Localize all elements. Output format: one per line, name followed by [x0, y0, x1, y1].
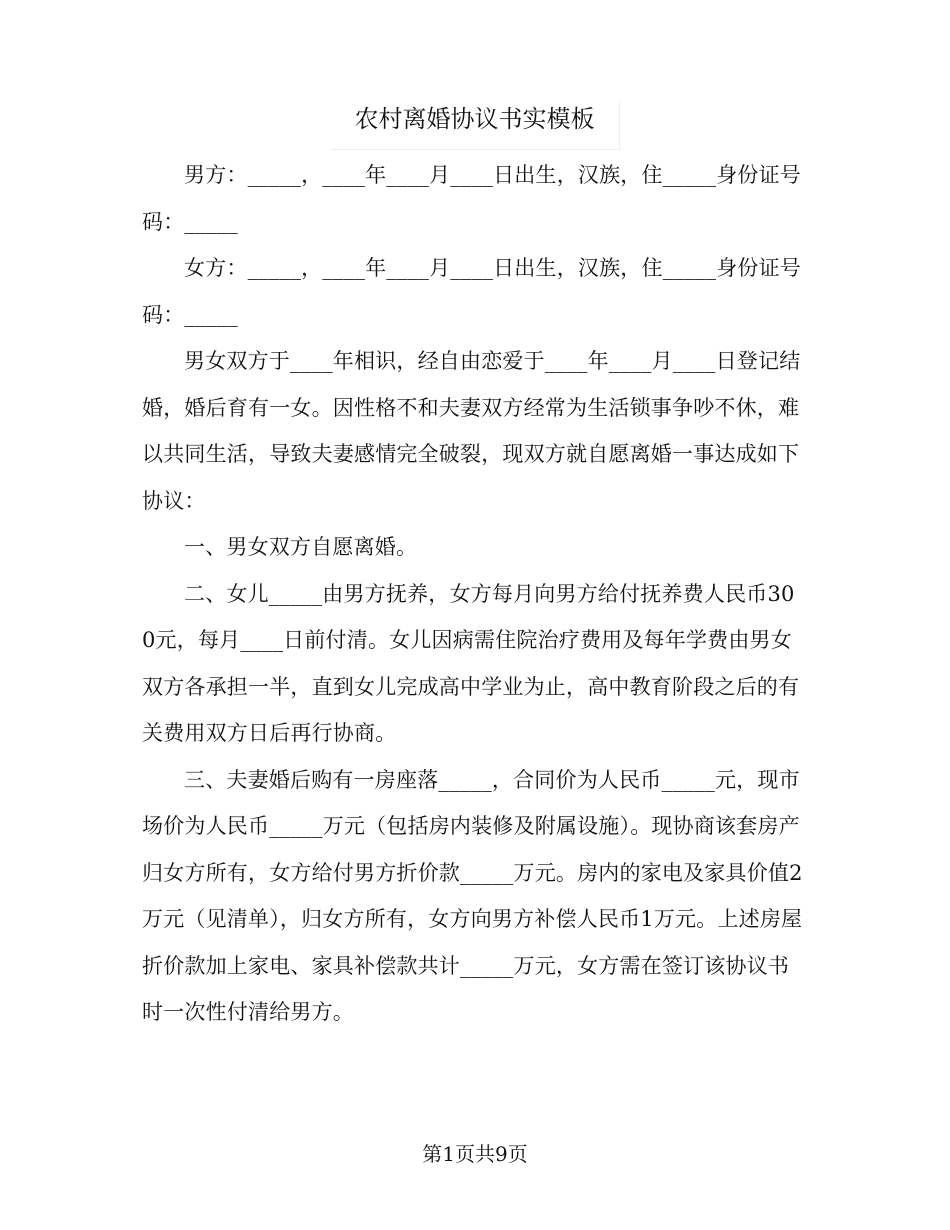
paragraph-clause-2: 二、女儿_____由男方抚养，女方每月向男方给付抚养费人民币300元，每月____日前付清。女儿因病需住院治疗费用及每年学费由男女双方各承担一半，直到女儿完成高中学业为止，高中教育阶段之后的有关费用双方日后再行协商。 [142, 581, 800, 745]
paragraph-male-party: 男方：_____，____年____月____日出生，汉族，住_____身份证号码：_____ [142, 163, 801, 234]
paragraph-female-party: 女方：_____，____年____月____日出生，汉族，住_____身份证号码：_____ [142, 256, 801, 327]
paragraph-background: 男女双方于____年相识，经自由恋爱于____年____月____日登记结婚，婚后育有一女。因性格不和夫妻双方经常为生活锁事争吵不休，难以共同生活，导致夫妻感情完全破裂，现双方就自愿离婚一事达成如下协议： [142, 349, 801, 513]
document-title: 农村离婚协议书实模板 [330, 102, 620, 150]
paragraph-clause-3: 三、夫妻婚后购有一房座落_____，合同价为人民币_____元，现市场价为人民币_____万元（包括房内装修及附属设施）。现协商该套房产归女方所有，女方给付男方折价款_____万元。房内的家电及家具价值2万元（见清单），归女方所有，女方向男方补偿人民币1万元。上述房屋折价款加上家电、家具补偿款共计_____万元，女方需在签订该协议书时一次性付清给男方。 [142, 767, 803, 1024]
document-body [142, 152, 808, 1036]
page-footer: 第1页共9页 [422, 1142, 528, 1166]
paragraph-clause-1: 一、男女双方自愿离婚。 [184, 535, 418, 559]
